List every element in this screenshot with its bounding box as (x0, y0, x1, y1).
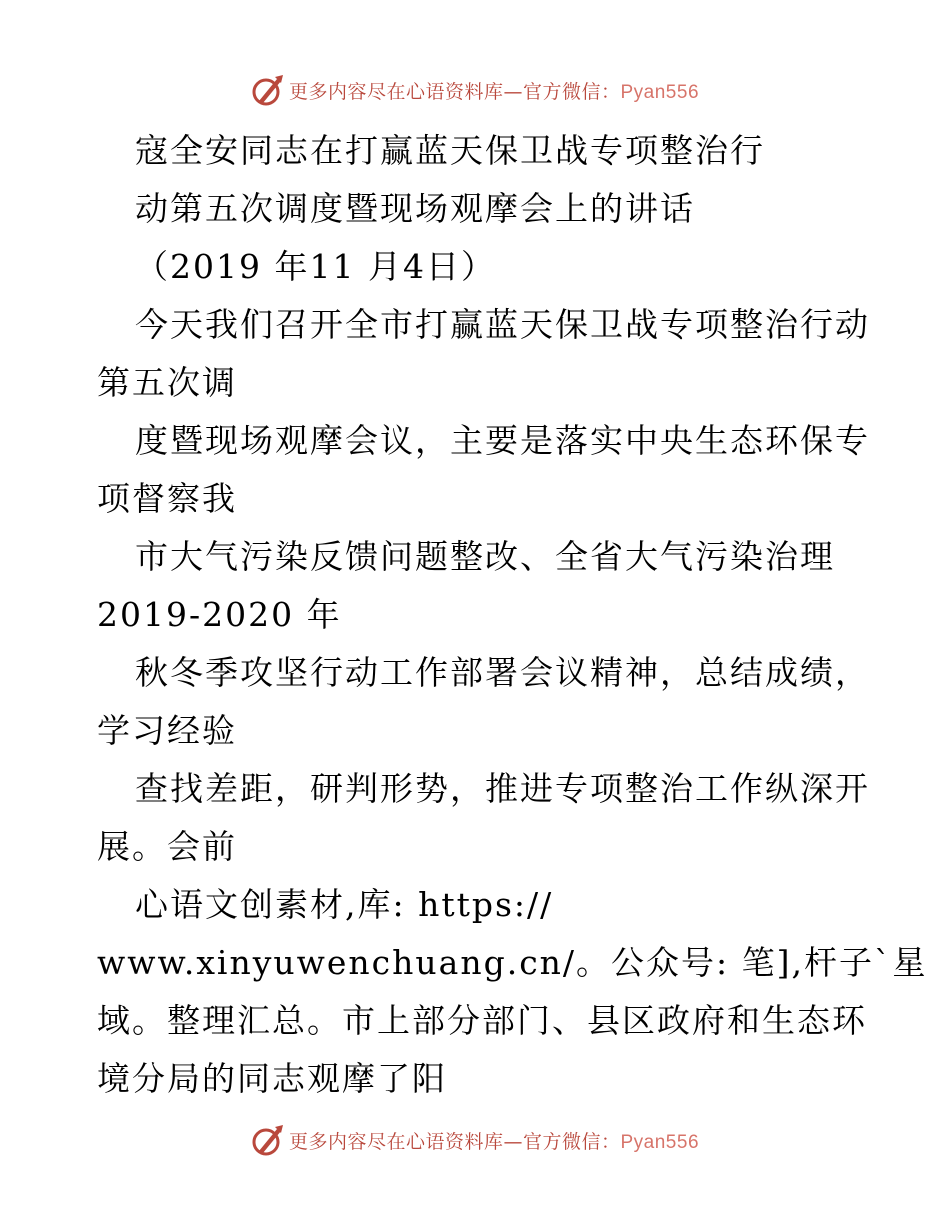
banner-main-text: 更多内容尽在心语资料库 (288, 1130, 504, 1153)
text-line: 寇全安同志在打赢蓝天保卫战专项整治行 (135, 131, 765, 170)
header-banner (0, 70, 950, 110)
banner-wechat-id: Pyan556 (620, 81, 700, 103)
text-line: 动第五次调度暨现场观摩会上的讲话 (135, 189, 695, 228)
text-line: 心语文创素材,库: https:// (135, 885, 554, 924)
banner-separator: — (503, 1130, 523, 1153)
text-line: 第五次调 (97, 363, 237, 402)
text-line: 展。会前 (97, 827, 237, 866)
banner-main-text: 更多内容尽在心语资料库 (288, 80, 504, 103)
footer-banner (0, 1120, 950, 1160)
text-line: 域。整理汇总。市上部分部门、县区政府和生态环 (97, 1001, 867, 1040)
banner-wechat-label: 官方微信： (522, 1130, 621, 1153)
text-line: 度暨现场观摩会议，主要是落实中央生态环保专 (135, 421, 870, 460)
quill-logo-icon (251, 1123, 285, 1157)
quill-logo-icon (251, 73, 285, 107)
text-line: 学习经验 (97, 711, 237, 750)
banner-wechat-label: 官方微信： (522, 80, 621, 103)
text-line: 秋冬季攻坚行动工作部署会议精神，总结成绩， (135, 653, 870, 692)
text-line: 境分局的同志观摩了阳 (97, 1059, 447, 1098)
text-line: （2019 年11 月4日） (135, 247, 496, 286)
text-line: 查找差距，研判形势，推进专项整治工作纵深开 (135, 769, 870, 808)
text-line: www.xinyuwenchuang.cn/。公众号: 笔],杆子`星 (97, 943, 928, 982)
text-line: 市大气污染反馈问题整改、全省大气污染治理 (135, 537, 835, 576)
text-line: 今天我们召开全市打赢蓝天保卫战专项整治行动 (135, 305, 870, 344)
banner-text (289, 77, 699, 104)
text-line: 项督察我 (97, 479, 237, 518)
document-body (97, 122, 928, 1108)
banner-separator: — (503, 80, 523, 103)
banner-wechat-id: Pyan556 (620, 1131, 700, 1153)
banner-text (289, 1127, 699, 1154)
text-line: 2019-2020 年 (97, 595, 342, 634)
